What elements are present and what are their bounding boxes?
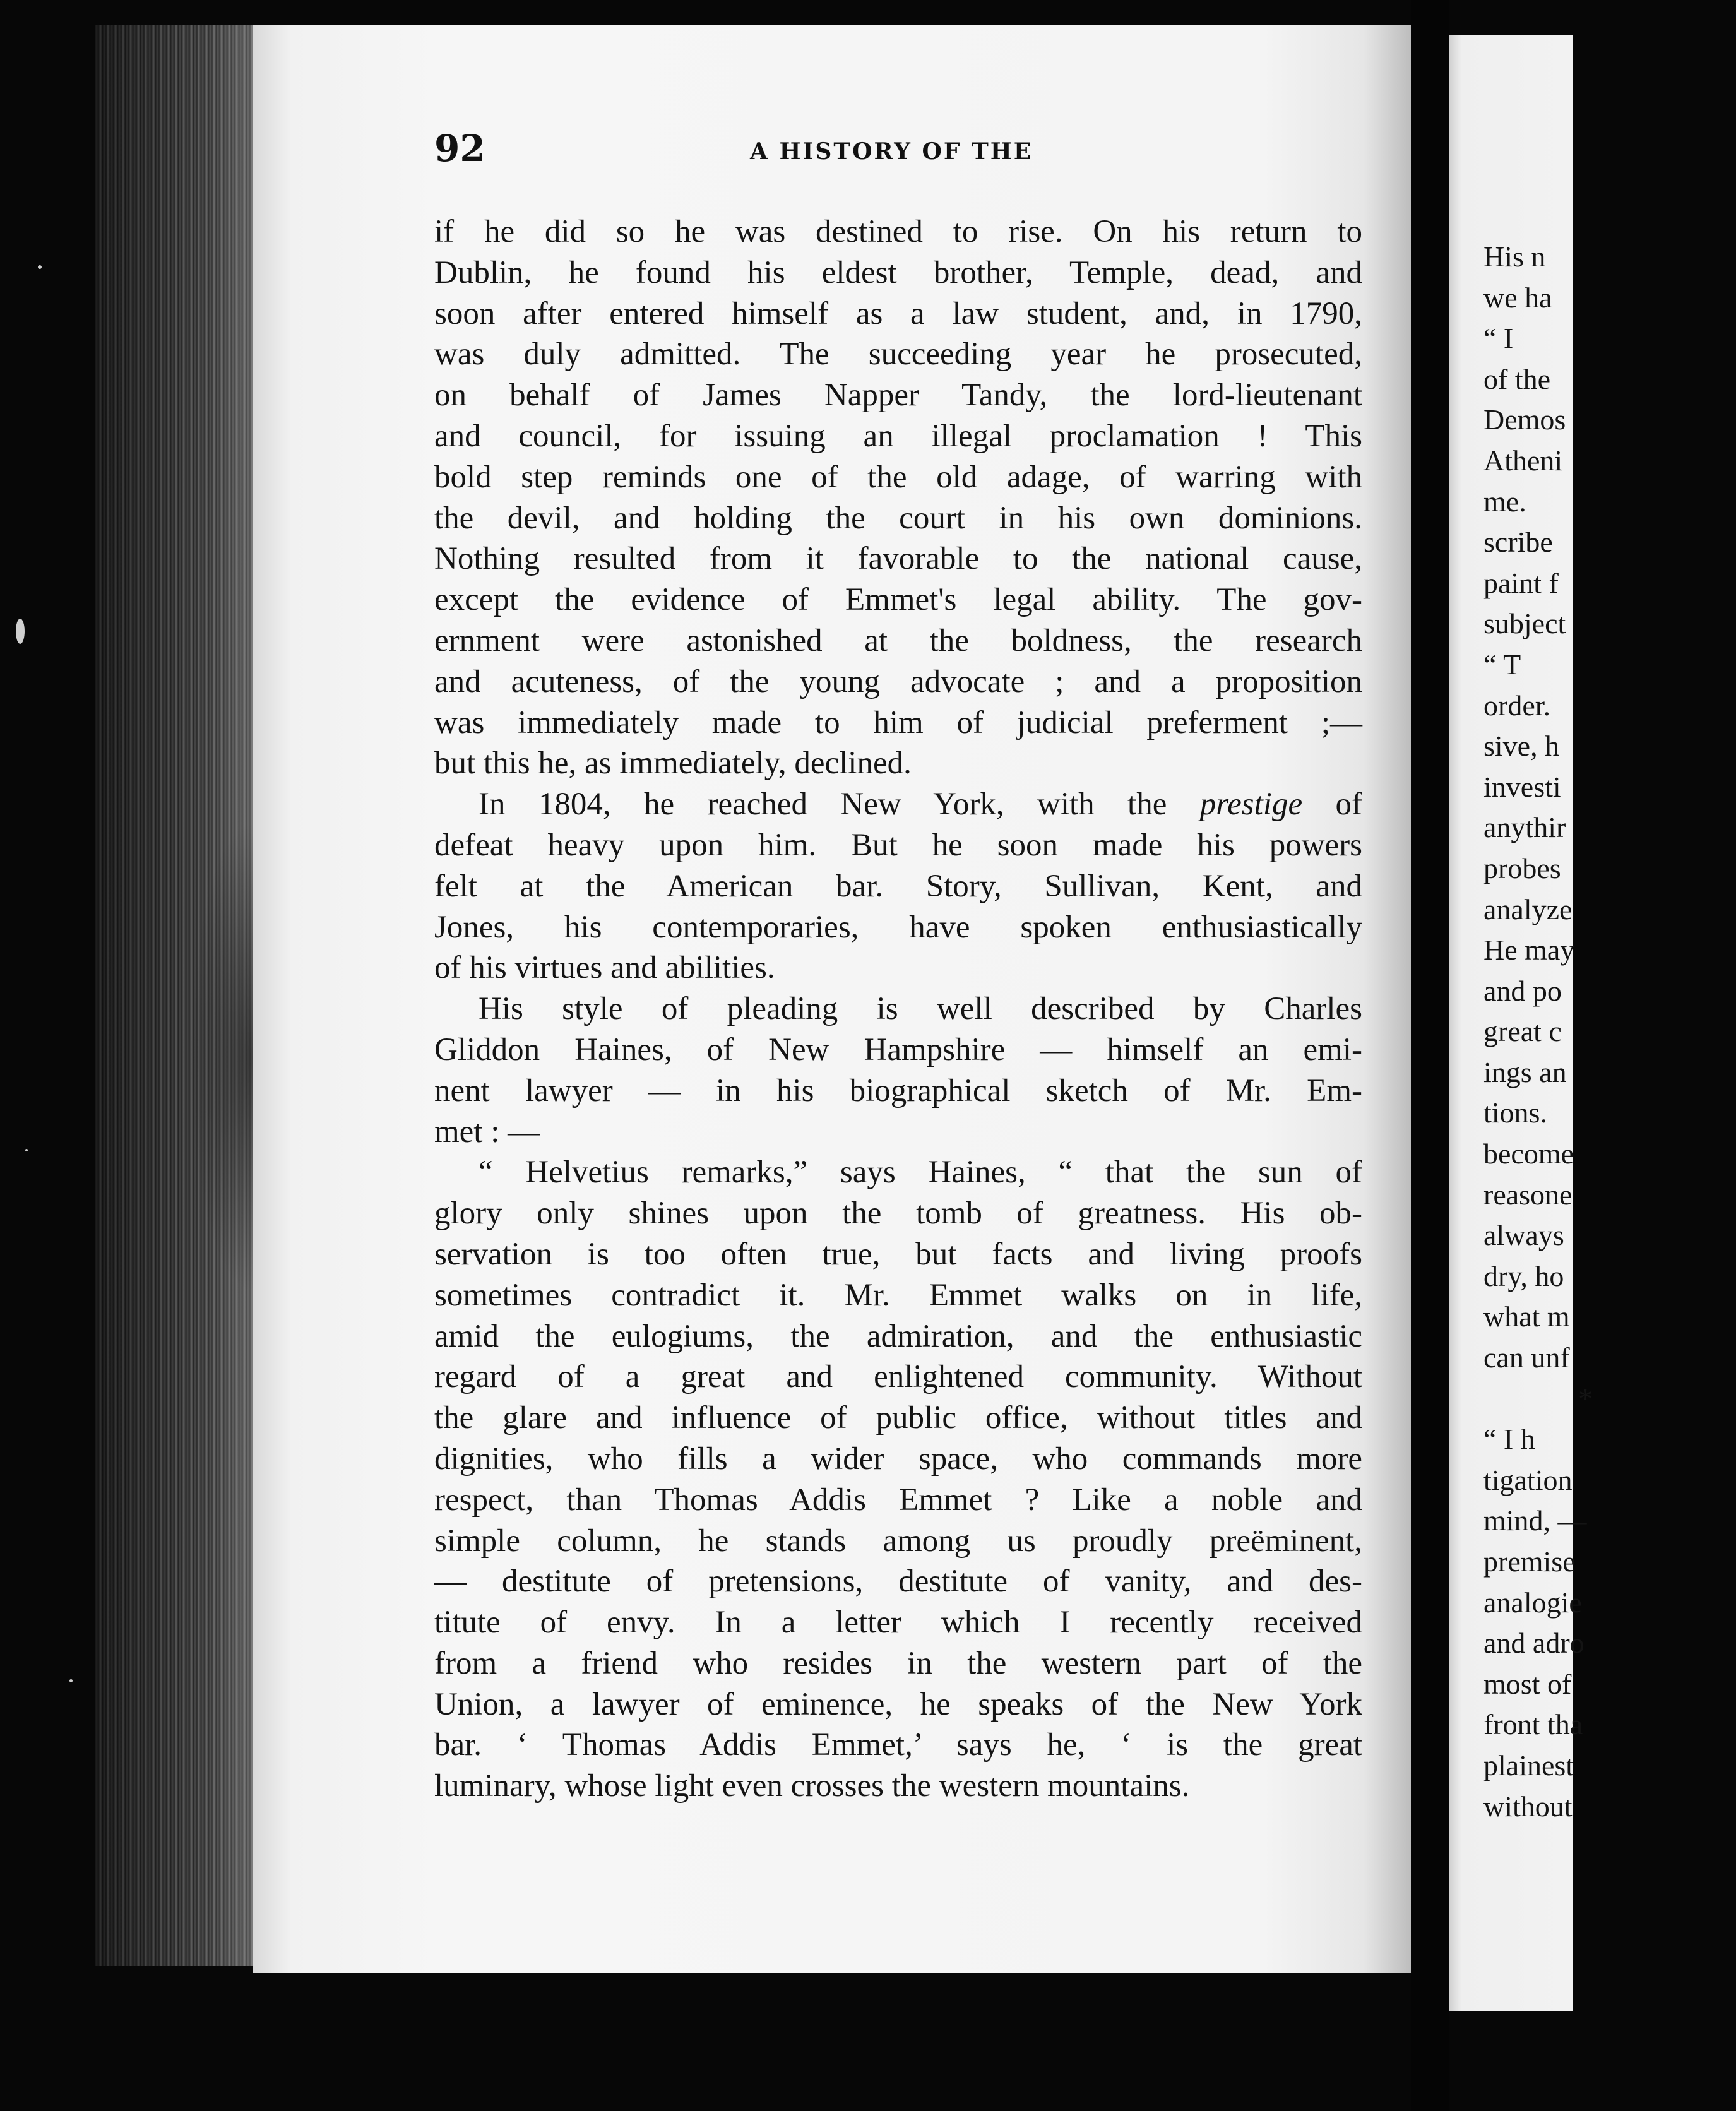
scan-speck (69, 1679, 73, 1682)
paragraph (434, 211, 1362, 784)
text-line: soon after entered himself as a law student, and, in 1790, (434, 295, 1362, 331)
text-line: simple column, he stands among us proudly preëminent, (434, 1523, 1362, 1559)
text-line: and acuteness, of the young advocate ; and a proposition (434, 663, 1362, 699)
text-line: defeat heavy upon him. But he soon made his powers (434, 827, 1362, 863)
text-line: was duly admitted. The succeeding year he prosecuted, (434, 336, 1362, 372)
text-line: sometimes contradict it. Mr. Emmet walks on in life, (434, 1277, 1362, 1313)
facing-text-line: mind, — (1483, 1504, 1587, 1537)
facing-text-line: great c (1483, 1015, 1562, 1048)
paragraph (434, 784, 1362, 989)
facing-text-line: investi (1483, 770, 1561, 803)
text-line: ernment were astonished at the boldness, the research (434, 622, 1362, 658)
facing-text-line: reasone (1483, 1178, 1573, 1211)
facing-text-line: sive, h (1483, 730, 1560, 763)
text-line: Dublin, he found his eldest brother, Temple, dead, and (434, 254, 1362, 290)
facing-text-line: most of (1483, 1667, 1572, 1700)
text-line: of his virtues and abilities. (434, 950, 775, 986)
facing-text-line: front tha (1483, 1708, 1583, 1741)
text-line: was immediately made to him of judicial preferment ;— (434, 705, 1362, 740)
facing-text-line: scribe (1483, 526, 1553, 559)
facing-text-line: “ I h (1483, 1423, 1535, 1456)
facing-text-line: without (1483, 1790, 1573, 1823)
text-line: glory only shines upon the tomb of greatness. His ob- (434, 1196, 1362, 1232)
facing-text-line: and po (1483, 974, 1562, 1007)
text-line: Union, a lawyer of eminence, he speaks of the New York (434, 1686, 1362, 1722)
text-line: bar. ‘ Thomas Addis Emmet,’ says he, ‘ is the great (434, 1727, 1362, 1763)
book-gutter (1411, 0, 1449, 2111)
text-line: bold step reminds one of the old adage, of warring with (434, 459, 1362, 495)
text-line: “ Helvetius remarks,” says Haines, “ that the sun of (479, 1155, 1362, 1191)
text-line: but this he, as immediately, declined. (434, 746, 912, 782)
facing-text-line: we ha (1483, 281, 1552, 314)
scan-speck (16, 619, 25, 644)
facing-text-line: analogie (1483, 1586, 1582, 1619)
scan-speck (38, 265, 42, 269)
facing-text-line: dry, ho (1483, 1259, 1564, 1292)
facing-text-line: subject (1483, 607, 1566, 640)
facing-text-line: His n (1483, 241, 1546, 273)
text-line: amid the eulogiums, the admiration, and the enthusiastic (434, 1318, 1362, 1354)
facing-text-line: tigation (1483, 1463, 1573, 1496)
facing-text-line: probes (1483, 852, 1561, 884)
right-page-text (1483, 237, 1736, 1827)
body-text (434, 211, 1362, 1807)
text-line: Jones, his contemporaries, have spoken enthusiastically (434, 909, 1362, 945)
facing-text-line: Atheni (1483, 444, 1563, 477)
text-line: and council, for issuing an illegal proclamation ! This (434, 418, 1362, 454)
text-line: if he did so he was destined to rise. On his return to (434, 214, 1362, 249)
text-line: In 1804, he reached New York, with the prestige of (479, 787, 1362, 823)
facing-text-line: of the (1483, 362, 1551, 395)
text-line: nent lawyer — in his biographical sketch of Mr. Em- (434, 1073, 1362, 1109)
facing-text-line: “ T (1483, 648, 1521, 681)
facing-text-line: what m (1483, 1300, 1570, 1333)
text-line: Nothing resulted from it favorable to the national cause, (434, 541, 1362, 577)
facing-text-line: analyze (1483, 893, 1573, 925)
facing-text-line: * (1578, 1382, 1593, 1415)
facing-text-line: ings an (1483, 1056, 1567, 1088)
text-line: met : — (434, 1114, 540, 1150)
paragraph (434, 989, 1362, 1152)
text-line: the glare and influence of public office, without titles and (434, 1400, 1362, 1436)
facing-text-line: become (1483, 1138, 1574, 1170)
text-line: luminary, whose light even crosses the western mountains. (434, 1768, 1190, 1804)
facing-text-line: me. (1483, 485, 1526, 518)
facing-text-line: paint f (1483, 566, 1559, 599)
running-head (434, 126, 1362, 170)
facing-text-line: “ I (1483, 322, 1514, 355)
scan-speck (25, 1149, 28, 1151)
text-line: on behalf of James Napper Tandy, the lord-lieutenant (434, 378, 1362, 413)
text-line: the devil, and holding the court in his own dominions. (434, 500, 1362, 536)
page-number: 92 (434, 127, 485, 170)
facing-text-line: order. (1483, 689, 1551, 722)
text-line: — destitute of pretensions, destitute of vanity, and des- (434, 1564, 1362, 1600)
text-line: Gliddon Haines, of New Hampshire — himself an emi- (434, 1032, 1362, 1067)
text-line: servation is too often true, but facts and living proofs (434, 1236, 1362, 1272)
facing-text-line: always (1483, 1219, 1564, 1252)
text-line: felt at the American bar. Story, Sullivan, Kent, and (434, 868, 1362, 904)
facing-text-line: tions. (1483, 1097, 1547, 1129)
facing-text-line: and adro (1483, 1627, 1584, 1660)
text-line: His style of pleading is well described by Charles (479, 991, 1362, 1027)
facing-text-line: Demos (1483, 403, 1566, 436)
text-line: except the evidence of Emmet's legal ability. The gov- (434, 582, 1362, 618)
facing-text-line: anythir (1483, 811, 1566, 844)
text-line: dignities, who fills a wider space, who commands more (434, 1441, 1362, 1477)
text-line: regard of a great and enlightened community. Without (434, 1359, 1362, 1395)
right-page-partial (1449, 35, 1593, 2011)
facing-text-line: He may (1483, 934, 1575, 966)
paragraph (434, 1152, 1362, 1807)
running-title: A HISTORY OF THE (750, 138, 1033, 165)
facing-text-line: can unf (1483, 1341, 1570, 1374)
text-line: titute of envy. In a letter which I recently received (434, 1605, 1362, 1641)
facing-text-line: plainest (1483, 1749, 1574, 1781)
text-line: from a friend who resides in the western part of the (434, 1645, 1362, 1681)
facing-text-line: premise (1483, 1545, 1576, 1578)
text-line: respect, than Thomas Addis Emmet ? Like a noble and (434, 1482, 1362, 1518)
